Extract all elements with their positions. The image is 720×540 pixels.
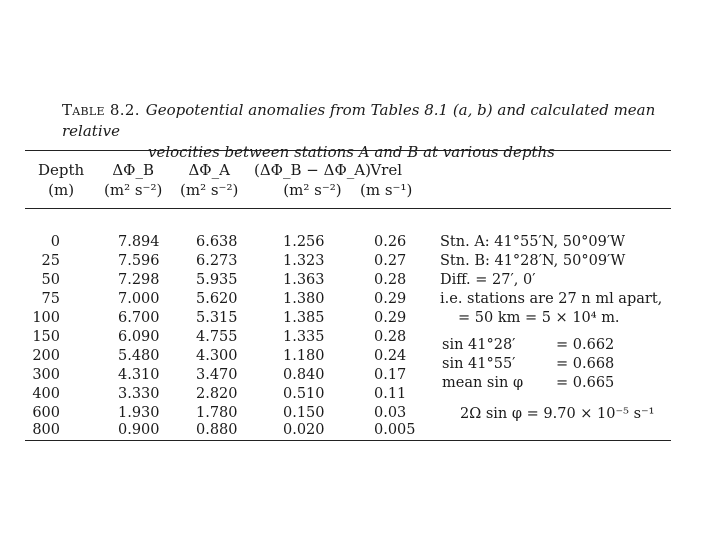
header-dphi-b-unit: (m² s⁻²) xyxy=(104,181,163,199)
cell-vrel: 0.26 xyxy=(374,234,407,250)
cell-dphi-b: 7.596 xyxy=(118,253,160,269)
cell-depth: 400 xyxy=(32,386,60,402)
cell-depth: 0 xyxy=(50,234,60,250)
cell-vrel: 0.11 xyxy=(374,386,407,402)
cell-diff: 1.256 xyxy=(283,234,325,250)
note-difference: Diff. = 27′, 0′ xyxy=(440,272,536,288)
bottom-rule xyxy=(25,440,671,441)
cell-diff: 1.335 xyxy=(283,329,325,345)
cell-dphi-b: 7.000 xyxy=(118,291,160,307)
cell-dphi-b: 5.480 xyxy=(118,348,160,364)
header-diff xyxy=(254,160,371,200)
top-rule xyxy=(25,150,671,151)
cell-dphi-a: 5.315 xyxy=(196,310,238,326)
cell-dphi-b: 1.930 xyxy=(118,405,160,421)
cell-dphi-a: 5.620 xyxy=(196,291,238,307)
note-mean-value: = 0.665 xyxy=(556,375,615,391)
cell-depth: 75 xyxy=(41,291,60,307)
cell-dphi-b: 7.298 xyxy=(118,272,160,288)
cell-depth: 50 xyxy=(41,272,60,288)
cell-depth: 200 xyxy=(32,348,60,364)
cell-vrel: 0.29 xyxy=(374,291,407,307)
caption-text-line2: velocities between stations A and B at various depths xyxy=(148,143,555,161)
cell-diff: 0.840 xyxy=(283,367,325,383)
header-diff-unit: (m² s⁻²) xyxy=(283,181,342,199)
cell-dphi-a: 0.880 xyxy=(196,422,238,438)
cell-dphi-a: 5.935 xyxy=(196,272,238,288)
note-distance-line1: i.e. stations are 27 n ml apart, xyxy=(440,291,663,307)
cell-diff: 1.363 xyxy=(283,272,325,288)
header-vrel xyxy=(360,160,412,200)
cell-dphi-a: 2.820 xyxy=(196,386,238,402)
header-depth xyxy=(38,160,84,200)
header-depth-unit: (m) xyxy=(48,181,75,199)
cell-dphi-b: 6.090 xyxy=(118,329,160,345)
cell-diff: 1.323 xyxy=(283,253,325,269)
note-sin1-label: sin 41°28′ xyxy=(442,337,516,353)
cell-dphi-b: 3.330 xyxy=(118,386,160,402)
cell-dphi-a: 1.780 xyxy=(196,405,238,421)
cell-dphi-a: 4.755 xyxy=(196,329,238,345)
note-station-b: Stn. B: 41°28′N, 50°09′W xyxy=(440,253,626,269)
note-sin1-value: = 0.662 xyxy=(556,337,615,353)
cell-diff: 0.510 xyxy=(283,386,325,402)
cell-vrel: 0.03 xyxy=(374,405,407,421)
cell-vrel: 0.28 xyxy=(374,329,407,345)
cell-vrel: 0.17 xyxy=(374,367,407,383)
note-station-a: Stn. A: 41°55′N, 50°09′W xyxy=(440,234,626,250)
header-dphi-b-label: ΔΦ_B xyxy=(112,161,154,179)
cell-dphi-a: 3.470 xyxy=(196,367,238,383)
cell-vrel: 0.24 xyxy=(374,348,407,364)
header-depth-label: Depth xyxy=(38,161,85,179)
cell-dphi-a: 4.300 xyxy=(196,348,238,364)
cell-diff: 1.380 xyxy=(283,291,325,307)
cell-depth: 600 xyxy=(32,405,60,421)
cell-dphi-b: 4.310 xyxy=(118,367,160,383)
cell-depth: 300 xyxy=(32,367,60,383)
cell-dphi-b: 6.700 xyxy=(118,310,160,326)
header-diff-label: (ΔΦ_B − ΔΦ_A) xyxy=(254,161,371,179)
header-rule xyxy=(25,208,671,209)
header-dphi-a-label: ΔΦ_A xyxy=(188,161,230,179)
cell-depth: 25 xyxy=(41,253,60,269)
note-sin2-value: = 0.668 xyxy=(556,356,615,372)
header-dphi-b xyxy=(104,160,162,200)
cell-vrel: 0.27 xyxy=(374,253,407,269)
note-coriolis: 2Ω sin φ = 9.70 × 10⁻⁵ s⁻¹ xyxy=(460,406,655,422)
cell-vrel: 0.29 xyxy=(374,310,407,326)
header-dphi-a xyxy=(180,160,238,200)
caption-label: Table 8.2. xyxy=(62,101,140,119)
cell-diff: 0.150 xyxy=(283,405,325,421)
header-dphi-a-unit: (m² s⁻²) xyxy=(180,181,239,199)
table-caption xyxy=(62,100,662,163)
cell-diff: 1.180 xyxy=(283,348,325,364)
cell-vrel: 0.28 xyxy=(374,272,407,288)
cell-diff: 0.020 xyxy=(283,422,325,438)
cell-depth: 100 xyxy=(32,310,60,326)
cell-diff: 1.385 xyxy=(283,310,325,326)
cell-dphi-b: 7.894 xyxy=(118,234,160,250)
note-sin2-label: sin 41°55′ xyxy=(442,356,516,372)
cell-dphi-a: 6.273 xyxy=(196,253,238,269)
cell-dphi-a: 6.638 xyxy=(196,234,238,250)
caption-text-line1: Geopotential anomalies from Tables 8.1 (a, b) and calculated mean relative xyxy=(62,101,656,140)
cell-depth: 150 xyxy=(32,329,60,345)
header-vrel-unit: (m s⁻¹) xyxy=(360,181,413,199)
cell-dphi-b: 0.900 xyxy=(118,422,160,438)
cell-depth: 800 xyxy=(32,422,60,438)
note-mean-label: mean sin φ xyxy=(442,375,524,391)
cell-vrel: 0.005 xyxy=(374,422,416,438)
header-vrel-label: Vrel xyxy=(370,161,402,179)
note-distance-line2: = 50 km = 5 × 10⁴ m. xyxy=(458,310,620,326)
